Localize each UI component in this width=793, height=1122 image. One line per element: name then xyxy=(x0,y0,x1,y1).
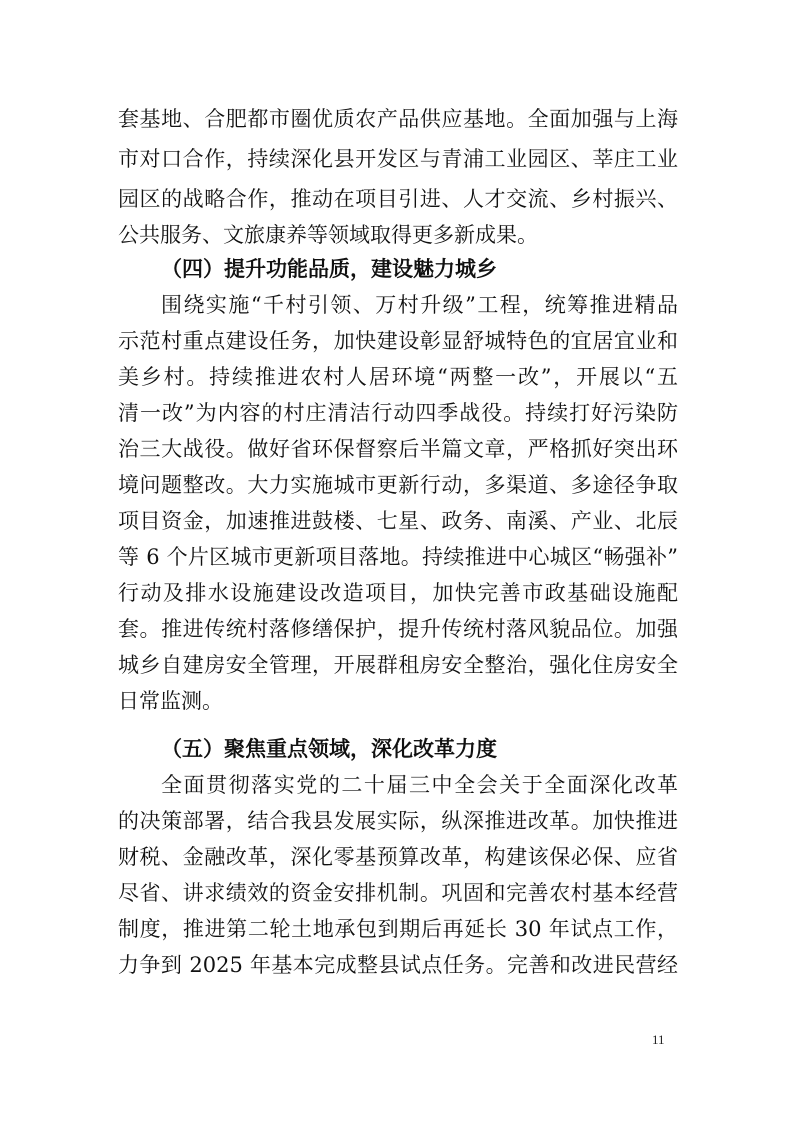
paragraph-line: 行动及排水设施建设改造项目，加快完善市政基础设施配 xyxy=(118,581,678,605)
paragraph-line: 尽省、讲求绩效的资金安排机制。巩固和完善农村基本经营 xyxy=(118,881,678,905)
paragraph-line: 全面贯彻落实党的二十届三中全会关于全面深化改革 xyxy=(161,773,678,797)
paragraph-line: 围绕实施“千村引领、万村升级”工程，统筹推进精品 xyxy=(161,293,678,317)
section-heading-4: （四）提升功能品质，建设魅力城乡 xyxy=(161,257,497,281)
paragraph-line: 日常监测。 xyxy=(118,689,223,713)
paragraph-line: 套基地、合肥都市圈优质农产品供应基地。全面加强与上海 xyxy=(118,107,678,131)
paragraph-line: 城乡自建房安全管理，开展群租房安全整治，强化住房安全 xyxy=(118,653,678,677)
page-number: 11 xyxy=(652,1032,665,1047)
paragraph-line: 项目资金，加速推进鼓楼、七星、政务、南溪、产业、北辰 xyxy=(118,509,678,533)
paragraph-line: 财税、金融改革，深化零基预算改革，构建该保必保、应省 xyxy=(118,845,678,869)
section-heading-5: （五）聚焦重点领域，深化改革力度 xyxy=(161,737,497,761)
paragraph-line: 套。推进传统村落修缮保护，提升传统村落风貌品位。加强 xyxy=(118,617,678,641)
paragraph-line: 市对口合作，持续深化县开发区与青浦工业园区、莘庄工业 xyxy=(118,147,678,171)
paragraph-line: 园区的战略合作，推动在项目引进、人才交流、乡村振兴、 xyxy=(118,187,678,211)
paragraph-line: 等 6 个片区城市更新项目落地。持续推进中心城区“畅强补” xyxy=(118,545,678,569)
paragraph-line: 清一改”为内容的村庄清洁行动四季战役。持续打好污染防 xyxy=(118,401,678,425)
paragraph-line: 治三大战役。做好省环保督察后半篇文章，严格抓好突出环 xyxy=(118,437,678,461)
paragraph-line: 力争到 2025 年基本完成整县试点任务。完善和改进民营经 xyxy=(118,953,678,977)
paragraph-line: 制度，推进第二轮土地承包到期后再延长 30 年试点工作， xyxy=(118,917,678,941)
paragraph-line: 美乡村。持续推进农村人居环境“两整一改”，开展以“五 xyxy=(118,365,678,389)
paragraph-line: 示范村重点建设任务，加快建设彰显舒城特色的宜居宜业和 xyxy=(118,329,678,353)
paragraph-line: 境问题整改。大力实施城市更新行动，多渠道、多途径争取 xyxy=(118,473,678,497)
paragraph-line: 公共服务、文旅康养等领域取得更多新成果。 xyxy=(118,223,538,247)
paragraph-line: 的决策部署，结合我县发展实际，纵深推进改革。加快推进 xyxy=(118,809,678,833)
